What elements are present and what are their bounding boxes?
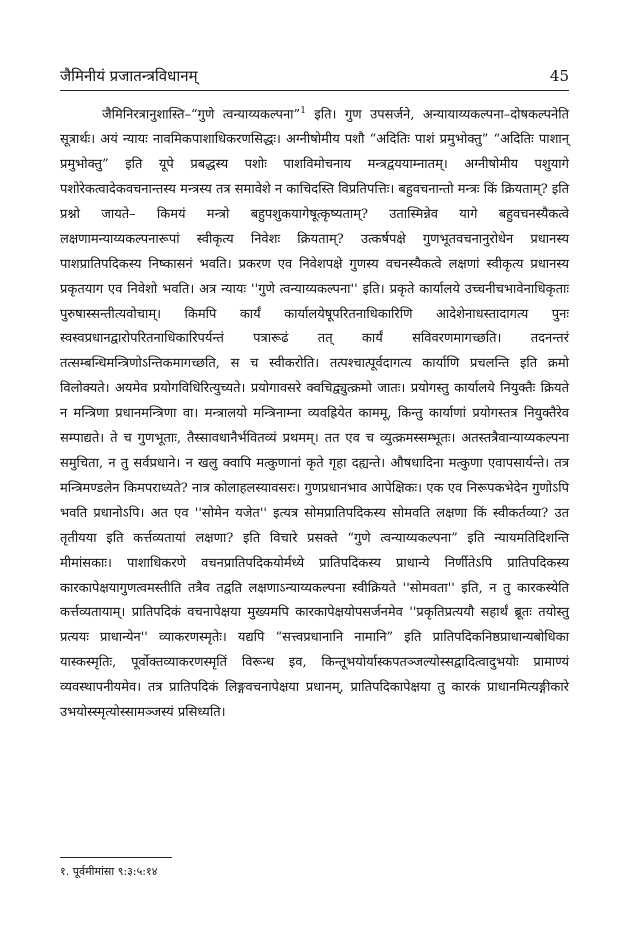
footnote: १. पूर्वमीमांसा ९:३:५:१४ [60, 865, 158, 878]
page-content [60, 66, 569, 726]
footnote-separator [60, 857, 172, 858]
page-number: 45 [549, 67, 569, 85]
body-paragraph: जैमिनिरत्रानुशास्ति–“गुणे त्वन्याय्यकल्पना”$^1$ इति। गुण उपसर्जने, अन्यायाय्यकल्पना–दोषकल्पनेति सूत्रार्थः। अयं न्यायः नावमिकपाशाधिकरणसिद्धः। अग्नीषोमीय पशौ “अदितिः पाशं प्रमुभोक्तु” “अदितिः पाशान् प्रमुभोक्तु” इति यूपे प्रबद्धस्य पशोः पाशविमोचनाय मन्त्रद्वययाम्नातम्। अग्नीषोमीय पशुयागे पशोरेकत्वादेकवचनान्तस्य मन्त्रस्य तत्र समावेशे न काचिदस्ति विप्रतिपत्तिः। बहुवचनान्तो मन्त्रः किं क्रियताम्? इति प्रश्नो जायते– किमयं मन्त्रो बहुपशुकयागेषूत्कृष्यताम्? उतास्मिन्नेव यागे बहुवचनस्यैकत्वे लक्षणामन्याय्यकल्पनारूपां स्वीकृत्य निवेशः क्रियताम्? उत्कर्षपक्षे गुणभूतवचनानुरोधेन प्रधानस्य पाशप्रातिपदिकस्य निष्कासनं भवति। प्रकरण एव निवेशपक्षे गुणस्य वचनस्यैकत्वे लक्षणां स्वीकृत्य प्रधानस्य प्रकृतयाग एव निवेशो भवति। अत्र न्यायः ''गुणे त्वन्याय्यकल्पना'' इति। प्रकृते कार्यालये उच्चनीचभावेनाधिकृताः पुरुषास्सन्तीत्यवोचाम्। किमपि कार्यं कार्यालयेषूपरितनाधिकारिणि आदेशेनाधस्तादागत्य पुनः स्वस्वप्रधानद्वारोपरितनाधिकारिपर्यन्तं पत्रारूढं तत् कार्यं सविवरणमागच्छति। तदनन्तरं तत्सम्बन्धिमन्त्रिणोऽन्तिकमागच्छति, स च स्वीकरोति। तत्पश्चात्पूर्वदागत्य कार्याणि प्रचलन्ति इति क्रमो विलोक्यते। अयमेव प्रयोगविधिरित्युच्यते। प्रयोगावसरे क्वचिद्व्युत्क्रमो जातः। प्रयोगस्तु कार्यालये नियुक्तैः क्रियते न मन्त्रिणा प्रधानमन्त्रिणा वा। मन्त्रालयो मन्त्रिनाम्ना व्यवह्रियेत काममू, किन्तु कार्याणां प्रयोगस्तत्र नियुक्तैरेव सम्पाद्यते। ते च गुणभूताः, तैस्सावधानैर्भवितव्यं प्रथमम्। तत एव च व्युत्क्रमस्सम्भूतः। अतस्तत्रैवान्याय्यकल्पना समुचिता, न तु सर्वप्रधाने। न खलु क्वापि मत्कुणानां कृते गृहा दह्यन्ते। औषधादिना मत्कुणा एवापसार्यन्ते। तत्र मन्त्रिमण्डलेन किमपराध्यते? नात्र कोलाहलस्यावसरः। गुणप्रधानभाव आपेक्षिकः। एक एव निरूपकभेदेन गुणोऽपि भवति प्रधानोऽपि। अत एव ''सोमेन यजेत'' इत्यत्र सोमप्रातिपदिकस्य सोमवति लक्षणा किं स्वीकर्तव्या? उत तृतीयया इति कर्त्तव्यतायां लक्षणा? इति विचारे प्रसक्ते “गुणे त्वन्याय्यकल्पना” इति न्यायमतिदिशन्ति मीमांसकाः। पाशाधिकरणे वचनप्रातिपदिकयोर्मध्ये प्रातिपदिकस्य प्राधान्ये निर्णीतेऽपि प्रातिपदिकस्य कारकापेक्षयागुणत्वमस्तीति तत्रैव तद्वति लक्षणाऽन्याय्यकल्पना स्वीक्रियते ''सोमवता'' इति, न तु कारकस्येति कर्त्तव्यतायाम्। प्रातिपदिकं वचनापेक्षया मुख्यमपि कारकापेक्षयोपसर्जनमेव ''प्रकृतिप्रत्ययौ सहार्थं ब्रूतः तयोस्तु प्रत्ययः प्राधान्येन'' व्याकरणस्मृतेः। यद्यपि “सत्त्वप्रधानानि नामानि” इति प्रातिपदिकनिष्ठप्राधान्यबोधिका यास्कस्मृतिः, पूर्वोक्तव्याकरणस्मृतिं विरून्ध इव, किन्तूभयोर्यास्कपतञ्जल्योस्सद्वादित्वादुभयोः प्रामाण्यं व्यवस्थापनीयमेव। तत्र प्रातिपदिकं लिङ्गवचनापेक्षया प्रधानम्, प्रातिपदिकापेक्षया तु कारकं प्राधानमित्यङ्गीकारे उभयोस्स्मृत्योस्सामञ्जस्यं प्रसिध्यति। [60, 106, 569, 721]
running-header [60, 66, 569, 91]
footnote-marker: 1 [300, 106, 306, 116]
running-title: जैमिनीयं प्रजातन्त्रविधानम् [60, 67, 198, 85]
body-text [60, 99, 569, 726]
